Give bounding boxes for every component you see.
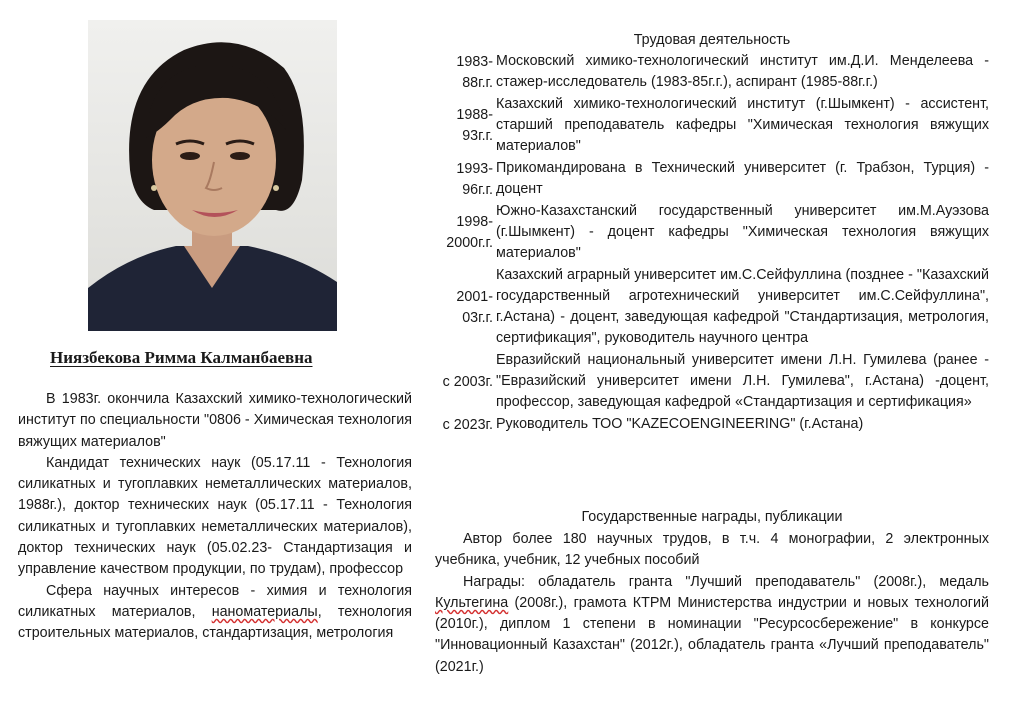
interests-paragraph (18, 581, 412, 645)
person-name: Ниязбекова Римма Калманбаевна (50, 348, 313, 367)
work-entry (435, 350, 989, 414)
work-years: с 2003г. (442, 373, 493, 390)
awards-section (435, 529, 989, 678)
work-description: Южно-Казахстанский государственный университет им.М.Ауэзова (г.Шымкент) - доцент кафедры "Химическая технология вяжущих материалов" (496, 203, 989, 261)
work-description: Московский химико-технологический институт им.Д.И. Менделеева - стажер-исследователь (1983-85г.г.), аспирант (1985-88г.г.) (496, 53, 989, 90)
degrees-paragraph: Кандидат технических наук (05.17.11 - Технология силикатных и тугоплавких неметаллических материалов, 1988г.), доктор технических наук (05.17.11 - Технология силикатных и тугоплавких неметаллических материалов), доктор технических наук (05.02.23- Стандартизация и управление качеством продукции, по трудам), профессор (18, 454, 412, 578)
work-entry (435, 94, 989, 158)
awards-title: Государственные награды, публикации (581, 509, 843, 525)
honors-paragraph (435, 572, 989, 678)
spellcheck-flagged-word: Культегина (435, 594, 509, 611)
interests-text-end: , технология строительных материалов, стандартизация, метрология (18, 603, 412, 642)
work-entry (435, 414, 989, 436)
bio-section (18, 389, 412, 645)
work-entry (435, 265, 989, 350)
work-years: 2001-03г.г. (456, 288, 493, 326)
honors-text-start: Награды: обладатель гранта "Лучший преподаватель" (2008г.), медаль (463, 573, 989, 590)
work-description: Казахский аграрный университет им.С.Сейфуллина (позднее - "Казахский государственный агротехнический университет им.С.Сейфуллина", г.Астана) - доцент, заведующая кафедрой "Стандартизация, метрология, сертификация", руководитель научного центра (496, 267, 989, 346)
portrait-illustration (88, 20, 337, 331)
work-years: 1998-2000г.г. (446, 214, 493, 251)
work-entry (435, 158, 989, 201)
work-description: Казахский химико-технологический институт (г.Шымкент) - ассистент, старший преподаватель кафедры "Химическая технология вяжущих материалов" (496, 96, 989, 154)
education-paragraph: В 1983г. окончила Казахский химико-технологический институт по специальности "0806 - Химическая технология вяжущих материалов" (18, 391, 412, 450)
spellcheck-flagged-word: наноматериалы (211, 603, 318, 620)
publications-paragraph: Автор более 180 научных трудов, в т.ч. 4 монографии, 2 электронных учебника, учебник, 12 учебных пособий (435, 531, 989, 569)
work-description: Руководитель ТОО "KAZECOENGINEERING" (г.Астана) (496, 416, 864, 432)
work-history-title: Трудовая деятельность (633, 32, 791, 48)
work-description: Евразийский национальный университет имени Л.Н. Гумилева (ранее - "Евразийский университет имени Л.Н. Гумилева", г.Астана) -доцент, профессор, заведующая кафедрой «Стандартизация и сертификация» (496, 352, 989, 410)
work-entry (435, 201, 989, 265)
work-years: с 2023г. (442, 416, 493, 433)
work-years: 1993-96г.г. (456, 160, 493, 198)
work-years: 1988-93г.г. (456, 107, 493, 144)
interests-text-start: Сфера научных интересов - химия и технология силикатных материалов, (18, 582, 412, 620)
honors-text-end: (2008г.), грамота КТРМ Министерства индустрии и новых технологий (2010г.), диплом 1 степени в номинации "Ресурсосбережение" в конкурсе "Инновационный Казахстан" (2012г.), обладатель гранта «Лучший преподаватель" (2021г.) (435, 594, 989, 675)
work-history-table (435, 51, 989, 436)
portrait-photo (88, 20, 337, 331)
work-years: 1983-88г.г. (456, 53, 493, 91)
work-description: Прикомандирована в Технический университет (г. Трабзон, Турция) - доцент (496, 160, 989, 197)
work-entry (435, 51, 989, 94)
